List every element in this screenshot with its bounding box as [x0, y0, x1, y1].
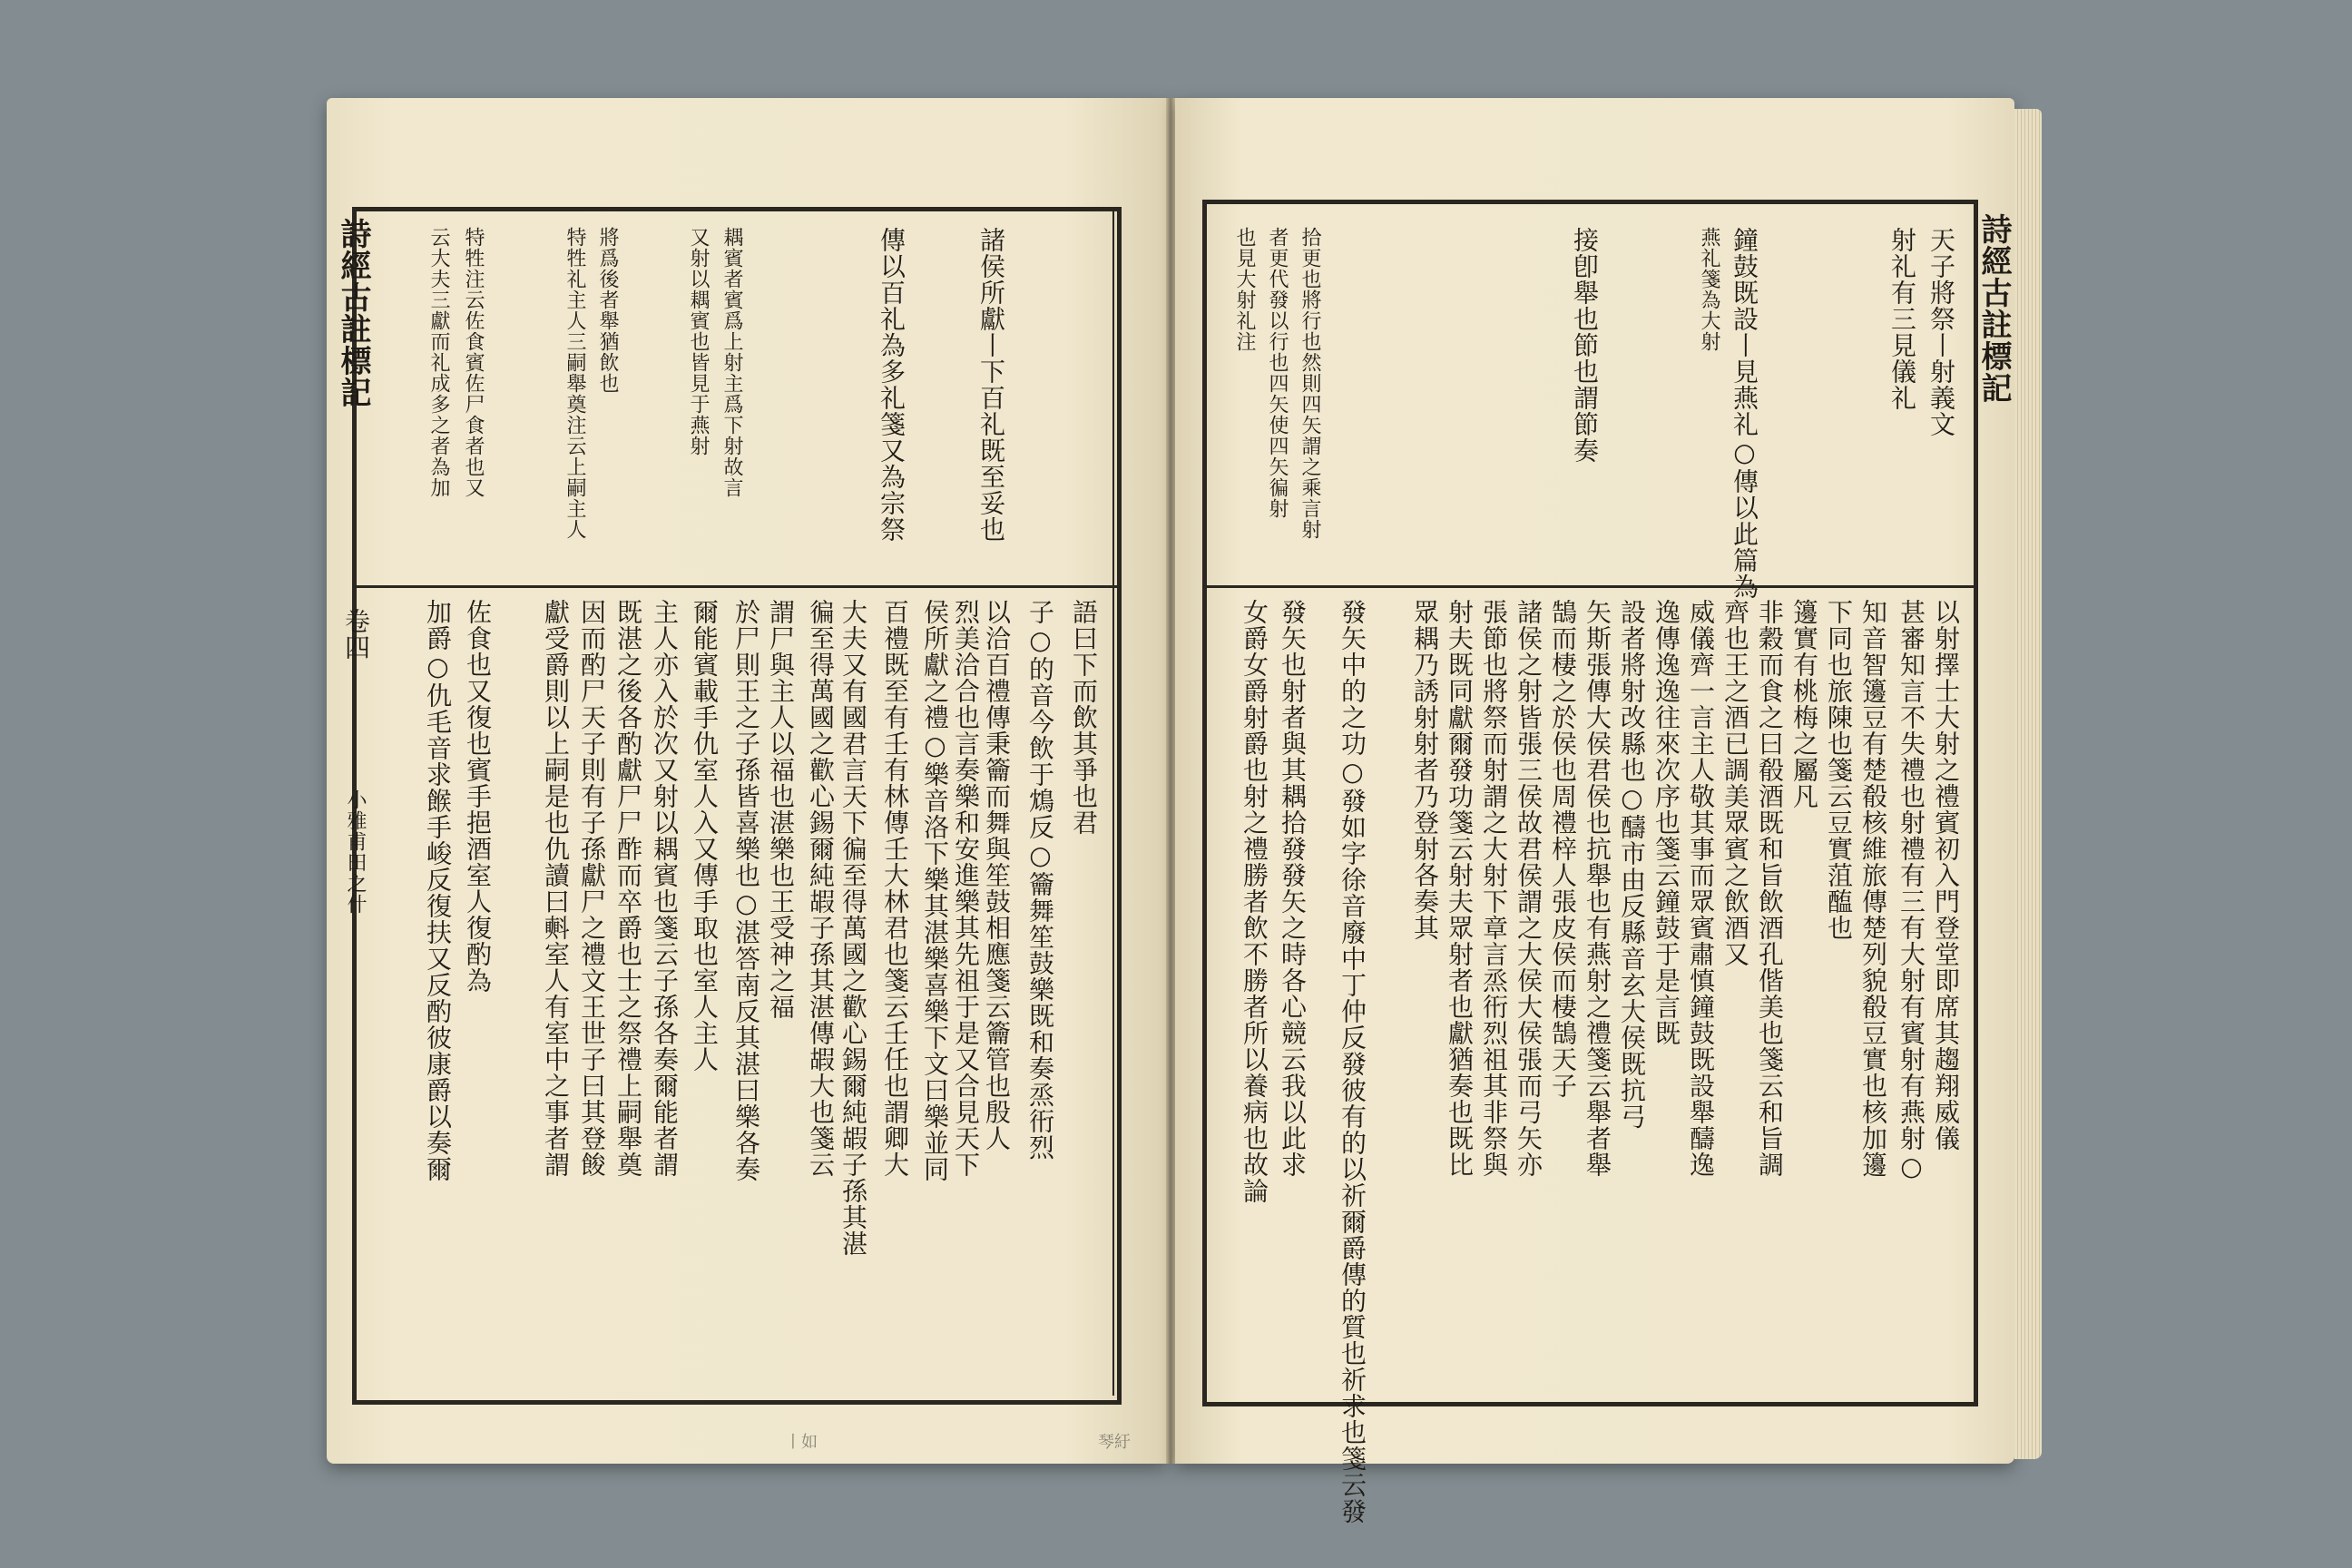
- book-gutter: [1166, 98, 1175, 1464]
- right-col-6: 非穀而食之曰殽酒既和旨飲酒孔偕美也箋云和旨調: [1755, 599, 1785, 1178]
- right-col-11: 矢斯張傳大侯君侯也抗舉也有燕射之禮箋云舉者舉: [1583, 599, 1612, 1178]
- left-note-7: 特牲注云佐食賓佐尸食者也又: [462, 227, 485, 498]
- right-col-3: 知音智籩豆有楚殽核維旅傳楚列貌殽豆實也核加籩: [1858, 599, 1888, 1178]
- right-col-18: 發矢也射者與其耦拾發發矢之時各心競云我以此求: [1278, 599, 1308, 1178]
- right-note-7: 者更代發以行也四矢使四矢徧射: [1266, 227, 1289, 519]
- left-note-8: 云大夫三獻而礼成多之者為加: [427, 227, 450, 498]
- right-col-1: 以射擇士大射之禮賓初入門登堂即席其趨翔威儀: [1931, 599, 1961, 1152]
- right-note-6: 拾更也將行也然則四矢謂之乘言射: [1298, 227, 1321, 540]
- left-col-1: 語曰下而飲其爭也君: [1069, 599, 1099, 836]
- left-col-8: 徧至得萬國之歡心錫爾純嘏子孫其湛傳嘏大也箋云: [806, 599, 836, 1178]
- left-col-3: 以洽百禮傳秉籥而舞與笙鼓相應箋云籥管也殷人: [982, 599, 1012, 1152]
- left-col-17: 加爵○仇毛音求餱手峻反復扶又反酌彼康爵以奏爾: [423, 599, 453, 1182]
- left-note-1: 諸侯所獻丨下百礼既至妥也: [976, 227, 1006, 543]
- right-col-4: 下同也旅陳也箋云豆實菹醢也: [1824, 599, 1854, 941]
- right-col-10: 設者將射改縣也○醻市由反縣音玄大侯既抗弓: [1617, 599, 1647, 1130]
- right-note-2: 射礼有三見儀礼: [1887, 227, 1917, 411]
- left-note-3: 耦賓者賓爲上射主爲下射故言: [720, 227, 743, 498]
- right-col-15: 射夫既同獻爾發功箋云射夫眾射者也獻猶奏也既比: [1445, 599, 1475, 1178]
- left-col-13: 既湛之後各酌獻尸尸酢而卒爵也士之祭禮上嗣舉奠: [613, 599, 643, 1178]
- right-col-19: 女爵女爵射爵也射之禮勝者飲不勝者所以養病也故論: [1240, 599, 1269, 1204]
- right-col-9: 逸傳逸逸往來次序也箋云鐘鼓于是言既: [1651, 599, 1681, 1046]
- pencil-mark-1: 丨如: [785, 1433, 818, 1452]
- right-col-14: 張節也將祭而射謂之大射下章言烝衎烈祖其非祭與: [1479, 599, 1509, 1178]
- right-col-7: 齊也王之酒已調美眾賓之飲酒又: [1720, 599, 1750, 967]
- left-note-5: 將爲後者舉猶飲也: [596, 227, 619, 394]
- pencil-mark-2: 琴紆: [1098, 1433, 1131, 1452]
- open-book: [327, 91, 2042, 1524]
- left-col-2: 子○的音今飲于鴆反○籥舞笙鼓樂既和奏烝衎烈: [1025, 599, 1055, 1161]
- right-col-5: 籩實有桃梅之屬凡: [1789, 599, 1819, 809]
- left-col-4: 烈美洽合也言奏樂和安進樂其先祖于是又合見天下: [951, 599, 981, 1178]
- left-note-2: 傳以百礼為多礼箋又為宗祭: [877, 227, 906, 543]
- left-col-10: 於尸則王之子孫皆喜樂也○湛答南反其湛曰樂各奏: [731, 599, 761, 1182]
- left-col-15: 獻受爵則以上嗣是也仇讀曰㪺室人有室中之事者謂: [541, 599, 571, 1178]
- right-col-2: 甚審知言不失禮也射禮有三有大射有賓射有燕射○: [1896, 599, 1926, 1182]
- left-margin-chapter: 小雅甫田之什: [344, 789, 367, 915]
- right-col-8: 威儀齊一言主人敬其事而眾賓肅慎鐘鼓既設舉醻逸: [1686, 599, 1716, 1178]
- left-col-7: 大夫又有國君言天下徧至得萬國之歡心錫爾純嘏子孫其湛: [838, 599, 868, 1257]
- right-col-13: 諸侯之射皆張三侯故君侯謂之大侯大侯張而弓矢亦: [1514, 599, 1544, 1178]
- right-note-4: 燕礼箋為大射: [1698, 227, 1720, 352]
- left-upper-rule: [352, 585, 1122, 588]
- left-col-14: 因而酌尸天子則有子孫獻尸之禮文王世子曰其登餕: [577, 599, 607, 1178]
- right-col-16: 眾耦乃誘射射者乃登射各奏其: [1410, 599, 1440, 941]
- right-note-3: 鐘鼓既設丨見燕礼○傳以此篇為: [1730, 227, 1759, 600]
- right-col-17: 發矢中的之功○發如字徐音廢中丁仲反發彼有的以祈爾爵傳的質也祈求也箋云發: [1338, 599, 1367, 1524]
- left-note-4: 又射以耦賓也皆見于燕射: [687, 227, 710, 456]
- left-col-11: 爾能賓載手仇室人入又傳手取也室人主人: [690, 599, 720, 1073]
- left-margin-volume: 卷四: [341, 608, 371, 661]
- right-margin-title: 詩經古註標記: [1975, 213, 2012, 404]
- left-margin-title: 詩經古註標記: [335, 218, 371, 408]
- left-col-6: 百禮既至有壬有林傳壬大林君也箋云壬任也謂卿大: [880, 599, 910, 1178]
- right-note-1: 天子將祭丨射義文: [1926, 227, 1956, 437]
- right-col-12: 鵠而棲之於侯也周禮梓人張皮侯而棲鵠天子: [1548, 599, 1578, 1099]
- right-note-8: 也見大射礼注: [1233, 227, 1256, 352]
- left-col-12: 主人亦入於次又射以耦賓也箋云子孫各奏爾能者謂: [650, 599, 680, 1178]
- page-edges: [2014, 109, 2042, 1459]
- right-note-5: 接卽舉也節也謂節奏: [1570, 227, 1600, 464]
- left-note-6: 特牲礼主人三嗣舉奠注云上嗣主人: [564, 227, 586, 540]
- right-upper-rule: [1202, 585, 1978, 588]
- left-col-16: 佐食也又復也賓手挹酒室人復酌為: [463, 599, 493, 994]
- left-margin-column-frame: [1112, 207, 1114, 1396]
- left-col-5: 侯所獻之禮○樂音洛下樂其湛樂喜樂下文曰樂並同: [920, 599, 950, 1182]
- left-col-9: 謂尸與主人以福也湛樂也王受神之福: [766, 599, 796, 1020]
